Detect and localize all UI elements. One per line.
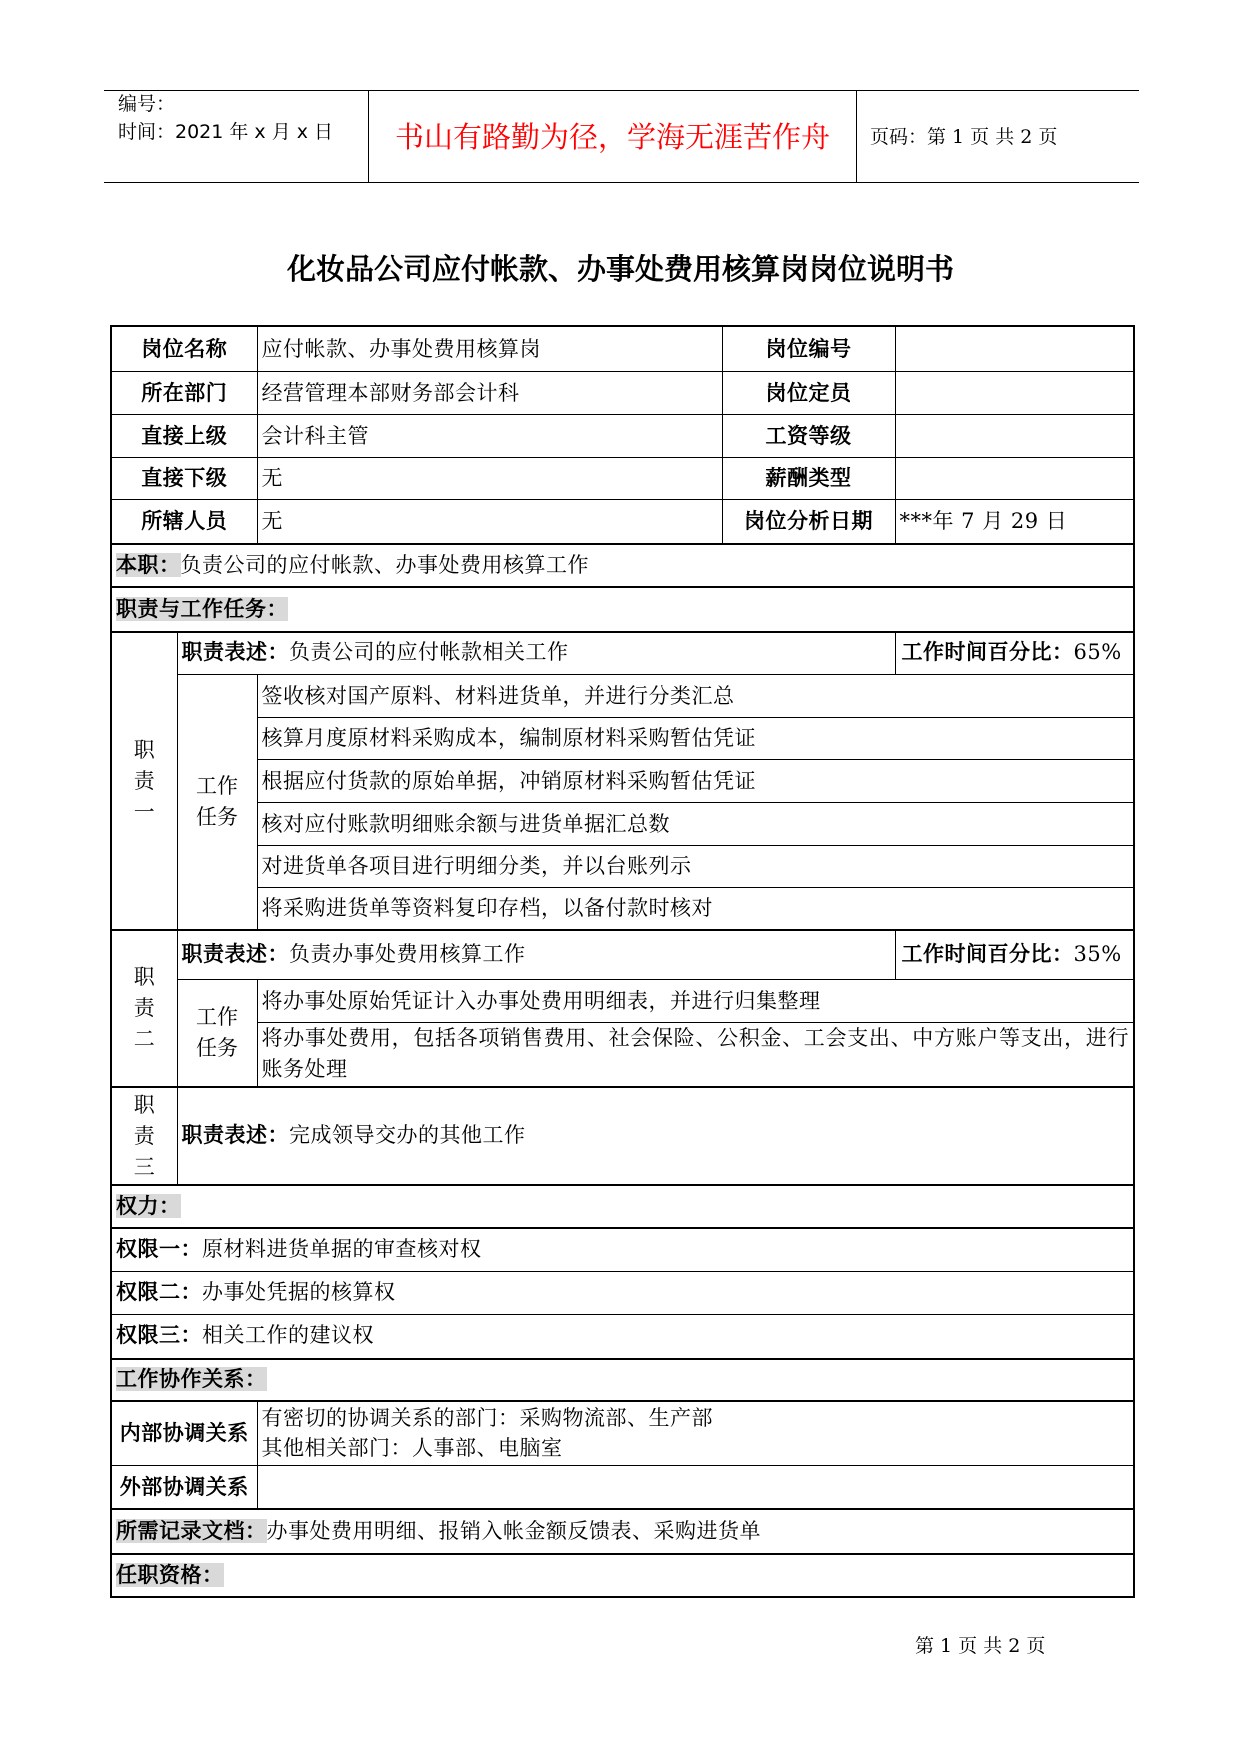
summary-cell	[111, 544, 1134, 587]
duty-1-task-row	[111, 887, 1134, 930]
authority-text: 原材料进货单据的审查核对权	[202, 1236, 482, 1261]
qualifications-row	[111, 1554, 1134, 1597]
duty-2-task-row	[111, 979, 1134, 1022]
duty-2-task: 将办事处费用，包括各项销售费用、社会保险、公积金、工会支出、中方账户等支出，进行账务处理	[257, 1022, 1134, 1087]
salary-grade-label: 工资等级	[722, 414, 895, 457]
authority-text: 办事处凭据的核算权	[202, 1279, 396, 1304]
subordinate-value: 无	[257, 457, 722, 499]
job-code-label: 岗位编号	[722, 326, 895, 371]
duty-3-desc-cell	[177, 1087, 1134, 1185]
duty-1-percent: 65%	[1073, 640, 1122, 665]
header-page-info: 页码：第 1 页 共 2 页	[870, 126, 1058, 148]
department-label: 所在部门	[111, 371, 257, 414]
authority-text: 相关工作的建议权	[202, 1323, 374, 1348]
info-row-subordinate	[111, 457, 1134, 499]
duty-2-tasks-label-cell	[177, 979, 257, 1087]
duty-1-desc: 负责公司的应付帐款相关工作	[289, 640, 569, 665]
doc-number-label: 编号：	[118, 93, 176, 115]
duty-2-desc: 负责办事处费用核算工作	[289, 941, 526, 966]
department-value: 经营管理本部财务部会计科	[257, 371, 722, 414]
duty-2-task: 将办事处原始凭证计入办事处费用明细表，并进行归集整理	[257, 979, 1134, 1022]
staff-value: 无	[257, 499, 722, 544]
subordinate-label: 直接下级	[111, 457, 257, 499]
records-label: 所需记录文档：	[116, 1518, 267, 1543]
job-code-value	[895, 326, 1134, 371]
duty-3-desc-label: 职责表述：	[181, 1123, 289, 1147]
external-coordination-row	[111, 1465, 1134, 1509]
duty-1-desc-label: 职责表述：	[181, 640, 289, 665]
duty-1-percent-cell	[895, 632, 1134, 674]
page-title: 化妆品公司应付帐款、办事处费用核算岗岗位说明书	[286, 252, 954, 286]
qualifications-cell	[111, 1554, 1134, 1597]
duty-3-row	[111, 1087, 1134, 1185]
authority-label: 权限三：	[116, 1323, 202, 1348]
header-divider-right	[856, 90, 857, 182]
duty-2-name-cell	[111, 930, 177, 1087]
info-row-department	[111, 371, 1134, 414]
info-row-staff	[111, 499, 1134, 544]
duty-1-task: 核对应付账款明细账余额与进货单据汇总数	[257, 802, 1134, 845]
authority-row	[111, 1314, 1134, 1359]
collaboration-heading-cell	[111, 1359, 1134, 1401]
motto-text: 书山有路勤为径，学海无涯苦作舟	[394, 120, 830, 154]
info-row-job-name	[111, 326, 1134, 371]
duty-1-task: 根据应付货款的原始单据，冲销原材料采购暂估凭证	[257, 759, 1134, 802]
duty-1-percent-label: 工作时间百分比：	[901, 640, 1074, 665]
analysis-date-label: 岗位分析日期	[722, 499, 895, 544]
duties-heading-row	[111, 587, 1134, 632]
external-coordination-value	[257, 1465, 1134, 1509]
authority-heading-row	[111, 1185, 1134, 1228]
duty-2-desc-label: 职责表述：	[181, 941, 289, 966]
external-coordination-label: 外部协调关系	[111, 1465, 257, 1509]
pay-type-value	[895, 457, 1134, 499]
duties-heading: 职责与工作任务：	[116, 596, 288, 621]
authority-cell	[111, 1271, 1134, 1314]
duty-1-task-row	[111, 717, 1134, 759]
collaboration-heading: 工作协作关系：	[116, 1367, 267, 1391]
duty-1-task: 签收核对国产原料、材料进货单，并进行分类汇总	[257, 674, 1134, 717]
doc-date-label: 时间：2021 年 x 月 x 日	[118, 121, 334, 143]
header-bottom-rule	[104, 182, 1139, 183]
duty-1-task: 将采购进货单等资料复印存档，以备付款时核对	[257, 887, 1134, 930]
authority-label: 权限二：	[116, 1279, 202, 1304]
job-name-value: 应付帐款、办事处费用核算岗	[257, 326, 722, 371]
authority-heading-cell	[111, 1185, 1134, 1228]
duty-2-percent: 35%	[1073, 941, 1122, 966]
authority-row	[111, 1228, 1134, 1271]
job-name-label: 岗位名称	[111, 326, 257, 371]
pay-type-label: 薪酬类型	[722, 457, 895, 499]
header-top-rule	[104, 90, 1139, 91]
authority-label: 权限一：	[116, 1236, 202, 1261]
salary-grade-value	[895, 414, 1134, 457]
duty-1-name-cell	[111, 632, 177, 930]
duty-1-desc-row	[111, 632, 1134, 674]
duty-3-desc: 完成领导交办的其他工作	[289, 1123, 526, 1147]
info-row-superior	[111, 414, 1134, 457]
authority-heading: 权力：	[116, 1193, 181, 1218]
internal-coordination-value	[257, 1401, 1134, 1465]
duty-1-task-row	[111, 674, 1134, 717]
records-row	[111, 1509, 1134, 1554]
superior-label: 直接上级	[111, 414, 257, 457]
duty-3-name-cell	[111, 1087, 177, 1185]
records-text: 办事处费用明细、报销入帐金额反馈表、采购进货单	[266, 1518, 761, 1543]
duty-1-task: 核算月度原材料采购成本，编制原材料采购暂估凭证	[257, 717, 1134, 759]
duty-1-desc-cell	[177, 632, 895, 674]
duty-1-task: 对进货单各项目进行明细分类，并以台账列示	[257, 845, 1134, 887]
duty-3-name: 职责三	[133, 1092, 155, 1179]
duty-1-tasks-label: 工作任务	[196, 773, 238, 829]
duty-2-percent-label: 工作时间百分比：	[901, 941, 1074, 966]
headcount-value	[895, 371, 1134, 414]
duty-1-tasks-label-cell	[177, 674, 257, 930]
job-description-table	[110, 325, 1135, 1598]
internal-coordination-row	[111, 1401, 1134, 1465]
internal-coordination-label: 内部协调关系	[111, 1401, 257, 1465]
duty-1-task-row	[111, 845, 1134, 887]
page-footer: 第 1 页 共 2 页	[915, 1635, 1046, 1657]
records-cell	[111, 1509, 1134, 1554]
qualifications-heading: 任职资格：	[116, 1562, 224, 1587]
authority-row	[111, 1271, 1134, 1314]
analysis-date-value: ***年 7 月 29 日	[895, 499, 1134, 544]
duty-2-percent-cell	[895, 930, 1134, 979]
superior-value: 会计科主管	[257, 414, 722, 457]
duty-1-task-row	[111, 802, 1134, 845]
duty-1-task-row	[111, 759, 1134, 802]
duty-2-tasks-label: 工作任务	[196, 1004, 238, 1060]
duties-heading-cell	[111, 587, 1134, 632]
summary-row	[111, 544, 1134, 587]
duty-1-name: 职责一	[133, 737, 155, 824]
duty-2-desc-row	[111, 930, 1134, 979]
duty-2-name: 职责二	[133, 965, 155, 1051]
collaboration-heading-row	[111, 1359, 1134, 1401]
staff-label: 所辖人员	[111, 499, 257, 544]
summary-text: 负责公司的应付帐款、办事处费用核算工作	[180, 552, 589, 577]
internal-coordination-line: 其他相关部门：人事部、电脑室	[261, 1436, 563, 1461]
duty-2-desc-cell	[177, 930, 895, 979]
summary-label: 本职：	[116, 552, 181, 577]
headcount-label: 岗位定员	[722, 371, 895, 414]
duty-2-task-row	[111, 1022, 1134, 1087]
authority-cell	[111, 1314, 1134, 1359]
internal-coordination-line: 有密切的协调关系的部门：采购物流部、生产部	[261, 1406, 713, 1431]
authority-cell	[111, 1228, 1134, 1271]
